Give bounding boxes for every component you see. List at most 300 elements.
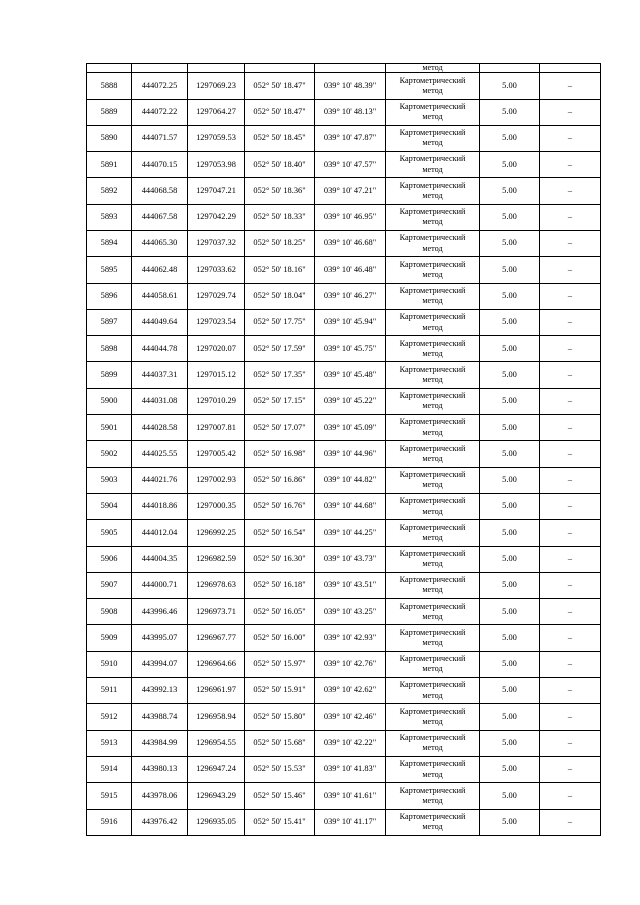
x-coordinate-cell: 443984.99 bbox=[132, 730, 188, 756]
accuracy-cell: 5.00 bbox=[480, 441, 540, 467]
y-coordinate-cell: 1297029.74 bbox=[188, 283, 245, 309]
y-coordinate-cell: 1297005.42 bbox=[188, 441, 245, 467]
latitude-cell: 052° 50' 18.40" bbox=[245, 152, 315, 178]
latitude-cell: 052° 50' 18.04" bbox=[245, 283, 315, 309]
latitude-cell: 052° 50' 15.80" bbox=[245, 704, 315, 730]
method-label-line-1: Картометрический bbox=[399, 180, 466, 190]
accuracy-cell: 5.00 bbox=[480, 493, 540, 519]
method-cell bbox=[386, 546, 480, 572]
note-cell: – bbox=[540, 546, 601, 572]
method-cell bbox=[386, 520, 480, 546]
longitude-cell: 039° 10' 46.95" bbox=[315, 204, 386, 230]
method-label-line-1: Картометрический bbox=[399, 733, 466, 743]
accuracy-cell: 5.00 bbox=[480, 415, 540, 441]
accuracy-cell: 5.00 bbox=[480, 230, 540, 256]
longitude-cell: 039° 10' 43.51" bbox=[315, 572, 386, 598]
method-label-line-2: метод bbox=[422, 585, 443, 595]
table-row bbox=[87, 651, 601, 677]
point-number-cell: 5907 bbox=[87, 572, 132, 598]
longitude-cell: 039° 10' 46.48" bbox=[315, 257, 386, 283]
note-cell: – bbox=[540, 783, 601, 809]
note-cell: – bbox=[540, 441, 601, 467]
x-coordinate-cell: 444044.78 bbox=[132, 336, 188, 362]
note-cell: – bbox=[540, 651, 601, 677]
note-cell: – bbox=[540, 730, 601, 756]
longitude-cell: 039° 10' 47.21" bbox=[315, 178, 386, 204]
method-label-line-1: Картометрический bbox=[399, 338, 466, 348]
method-label-line-2: метод bbox=[422, 138, 443, 148]
coordinates-table bbox=[86, 63, 601, 836]
accuracy-cell: 5.00 bbox=[480, 651, 540, 677]
accuracy-cell: 5.00 bbox=[480, 125, 540, 151]
point-number-cell: 5909 bbox=[87, 625, 132, 651]
latitude-cell: 052° 50' 18.45" bbox=[245, 125, 315, 151]
y-coordinate-cell: 1297023.54 bbox=[188, 309, 245, 335]
method-label-line-2: метод bbox=[422, 690, 443, 700]
longitude-cell: 039° 10' 44.68" bbox=[315, 493, 386, 519]
latitude-cell: 052° 50' 17.59" bbox=[245, 336, 315, 362]
x-coordinate-cell: 444067.58 bbox=[132, 204, 188, 230]
x-coordinate-cell: 444025.55 bbox=[132, 441, 188, 467]
x-coordinate-cell: 443978.06 bbox=[132, 783, 188, 809]
longitude-cell: 039° 10' 46.68" bbox=[315, 230, 386, 256]
method-label-line-1: Картометрический bbox=[399, 417, 466, 427]
method-cell bbox=[386, 415, 480, 441]
point-number-cell: 5900 bbox=[87, 388, 132, 414]
latitude-cell: 052° 50' 16.54" bbox=[245, 520, 315, 546]
x-coordinate-cell: 443994.07 bbox=[132, 651, 188, 677]
latitude-cell: 052° 50' 16.86" bbox=[245, 467, 315, 493]
longitude-cell: 039° 10' 48.13" bbox=[315, 99, 386, 125]
point-number-cell: 5906 bbox=[87, 546, 132, 572]
method-label-line-2: метод bbox=[422, 795, 443, 805]
method-label-line-2: метод bbox=[422, 401, 443, 411]
latitude-cell: 052° 50' 16.05" bbox=[245, 599, 315, 625]
method-label-line-1: Картометрический bbox=[399, 101, 466, 111]
point-number-cell: 5899 bbox=[87, 362, 132, 388]
point-number-cell: 5901 bbox=[87, 415, 132, 441]
x-coordinate-cell: 444072.22 bbox=[132, 99, 188, 125]
note-cell: – bbox=[540, 178, 601, 204]
table-row bbox=[87, 809, 601, 835]
longitude-cell: 039° 10' 46.27" bbox=[315, 283, 386, 309]
table-row bbox=[87, 546, 601, 572]
x-coordinate-cell: 444068.58 bbox=[132, 178, 188, 204]
x-coordinate-cell: 444058.61 bbox=[132, 283, 188, 309]
method-label-line-1: Картометрический bbox=[399, 575, 466, 585]
method-cell bbox=[386, 73, 480, 99]
point-number-cell: 5911 bbox=[87, 678, 132, 704]
method-label-line-1: Картометрический bbox=[399, 154, 466, 164]
method-cell bbox=[386, 152, 480, 178]
point-number-cell: 5894 bbox=[87, 230, 132, 256]
table-row bbox=[87, 756, 601, 782]
accuracy-cell: 5.00 bbox=[480, 99, 540, 125]
method-label-line-1: Картометрический bbox=[399, 391, 466, 401]
point-number-cell: 5908 bbox=[87, 599, 132, 625]
accuracy-cell: 5.00 bbox=[480, 809, 540, 835]
table-cell bbox=[188, 64, 245, 73]
latitude-cell: 052° 50' 18.47" bbox=[245, 99, 315, 125]
y-coordinate-cell: 1296982.59 bbox=[188, 546, 245, 572]
accuracy-cell: 5.00 bbox=[480, 362, 540, 388]
longitude-cell: 039° 10' 47.57" bbox=[315, 152, 386, 178]
x-coordinate-cell: 444049.64 bbox=[132, 309, 188, 335]
longitude-cell: 039° 10' 43.73" bbox=[315, 546, 386, 572]
y-coordinate-cell: 1296954.55 bbox=[188, 730, 245, 756]
longitude-cell: 039° 10' 45.48" bbox=[315, 362, 386, 388]
longitude-cell: 039° 10' 45.09" bbox=[315, 415, 386, 441]
method-cell bbox=[386, 704, 480, 730]
longitude-cell: 039° 10' 47.87" bbox=[315, 125, 386, 151]
table-row bbox=[87, 520, 601, 546]
method-label-line-1: Картометрический bbox=[399, 706, 466, 716]
method-label-line-1: Картометрический bbox=[399, 312, 466, 322]
table-cell bbox=[540, 64, 601, 73]
method-cell bbox=[386, 625, 480, 651]
latitude-cell: 052° 50' 18.16" bbox=[245, 257, 315, 283]
method-label-line-1: Картометрический bbox=[399, 785, 466, 795]
latitude-cell: 052° 50' 18.47" bbox=[245, 73, 315, 99]
y-coordinate-cell: 1296964.66 bbox=[188, 651, 245, 677]
note-cell: – bbox=[540, 572, 601, 598]
table-cell bbox=[245, 64, 315, 73]
method-label-line-1: Картометрический bbox=[399, 128, 466, 138]
latitude-cell: 052° 50' 17.35" bbox=[245, 362, 315, 388]
y-coordinate-cell: 1297059.53 bbox=[188, 125, 245, 151]
table-cell bbox=[315, 64, 386, 73]
method-label-line-1: Картометрический bbox=[399, 654, 466, 664]
method-label-line-2: метод bbox=[422, 191, 443, 201]
point-number-cell: 5888 bbox=[87, 73, 132, 99]
point-number-cell: 5890 bbox=[87, 125, 132, 151]
method-cell-continuation: метод bbox=[386, 64, 480, 73]
point-number-cell: 5914 bbox=[87, 756, 132, 782]
y-coordinate-cell: 1297020.07 bbox=[188, 336, 245, 362]
longitude-cell: 039° 10' 42.93" bbox=[315, 625, 386, 651]
method-label-line-1: Картометрический bbox=[399, 443, 466, 453]
method-cell bbox=[386, 441, 480, 467]
accuracy-cell: 5.00 bbox=[480, 467, 540, 493]
table-row bbox=[87, 125, 601, 151]
x-coordinate-cell: 443980.13 bbox=[132, 756, 188, 782]
accuracy-cell: 5.00 bbox=[480, 152, 540, 178]
accuracy-cell: 5.00 bbox=[480, 704, 540, 730]
method-label-line-1: Картометрический bbox=[399, 680, 466, 690]
y-coordinate-cell: 1296943.29 bbox=[188, 783, 245, 809]
accuracy-cell: 5.00 bbox=[480, 678, 540, 704]
y-coordinate-cell: 1296935.05 bbox=[188, 809, 245, 835]
method-cell bbox=[386, 283, 480, 309]
point-number-cell: 5895 bbox=[87, 257, 132, 283]
continuation-row bbox=[87, 64, 601, 73]
note-cell: – bbox=[540, 99, 601, 125]
table-row bbox=[87, 599, 601, 625]
accuracy-cell: 5.00 bbox=[480, 520, 540, 546]
latitude-cell: 052° 50' 15.46" bbox=[245, 783, 315, 809]
method-cell bbox=[386, 730, 480, 756]
point-number-cell: 5913 bbox=[87, 730, 132, 756]
method-label-line-2: метод bbox=[422, 716, 443, 726]
accuracy-cell: 5.00 bbox=[480, 783, 540, 809]
method-cell bbox=[386, 125, 480, 151]
y-coordinate-cell: 1296947.24 bbox=[188, 756, 245, 782]
latitude-cell: 052° 50' 15.53" bbox=[245, 756, 315, 782]
method-cell bbox=[386, 204, 480, 230]
x-coordinate-cell: 444012.04 bbox=[132, 520, 188, 546]
table-row bbox=[87, 467, 601, 493]
method-label-line-1: Картометрический bbox=[399, 601, 466, 611]
method-label-line-1: Картометрический bbox=[399, 496, 466, 506]
point-number-cell: 5902 bbox=[87, 441, 132, 467]
method-label-line-1: Картометрический bbox=[399, 548, 466, 558]
table-row bbox=[87, 783, 601, 809]
method-label-line-2: метод bbox=[422, 480, 443, 490]
latitude-cell: 052° 50' 16.18" bbox=[245, 572, 315, 598]
method-label-line-2: метод bbox=[422, 112, 443, 122]
table-row bbox=[87, 283, 601, 309]
note-cell: – bbox=[540, 493, 601, 519]
method-cell bbox=[386, 678, 480, 704]
method-label-line-2: метод bbox=[422, 506, 443, 516]
method-label-line-1: Картометрический bbox=[399, 233, 466, 243]
method-cell bbox=[386, 336, 480, 362]
table-row bbox=[87, 730, 601, 756]
method-cell bbox=[386, 99, 480, 125]
note-cell: – bbox=[540, 809, 601, 835]
method-label-line-2: метод bbox=[422, 85, 443, 95]
x-coordinate-cell: 444072.25 bbox=[132, 73, 188, 99]
note-cell: – bbox=[540, 230, 601, 256]
point-number-cell: 5905 bbox=[87, 520, 132, 546]
method-label-line-1: Картометрический bbox=[399, 364, 466, 374]
y-coordinate-cell: 1297000.35 bbox=[188, 493, 245, 519]
longitude-cell: 039° 10' 42.76" bbox=[315, 651, 386, 677]
accuracy-cell: 5.00 bbox=[480, 178, 540, 204]
note-cell: – bbox=[540, 125, 601, 151]
note-cell: – bbox=[540, 309, 601, 335]
y-coordinate-cell: 1297007.81 bbox=[188, 415, 245, 441]
method-cell bbox=[386, 599, 480, 625]
latitude-cell: 052° 50' 17.15" bbox=[245, 388, 315, 414]
point-number-cell: 5891 bbox=[87, 152, 132, 178]
x-coordinate-cell: 444070.15 bbox=[132, 152, 188, 178]
accuracy-cell: 5.00 bbox=[480, 756, 540, 782]
note-cell: – bbox=[540, 152, 601, 178]
method-label-line-1: Картометрический bbox=[399, 207, 466, 217]
y-coordinate-cell: 1296961.97 bbox=[188, 678, 245, 704]
table-row bbox=[87, 362, 601, 388]
note-cell: – bbox=[540, 362, 601, 388]
method-cell bbox=[386, 178, 480, 204]
table-cell bbox=[132, 64, 188, 73]
method-label-line-2: метод bbox=[422, 611, 443, 621]
point-number-cell: 5892 bbox=[87, 178, 132, 204]
y-coordinate-cell: 1297042.29 bbox=[188, 204, 245, 230]
method-label-line-2: метод bbox=[422, 532, 443, 542]
accuracy-cell: 5.00 bbox=[480, 388, 540, 414]
latitude-cell: 052° 50' 17.75" bbox=[245, 309, 315, 335]
point-number-cell: 5897 bbox=[87, 309, 132, 335]
y-coordinate-cell: 1297015.12 bbox=[188, 362, 245, 388]
method-label-line-1: Картометрический bbox=[399, 811, 466, 821]
note-cell: – bbox=[540, 678, 601, 704]
longitude-cell: 039° 10' 41.17" bbox=[315, 809, 386, 835]
y-coordinate-cell: 1296958.94 bbox=[188, 704, 245, 730]
longitude-cell: 039° 10' 44.82" bbox=[315, 467, 386, 493]
method-cell bbox=[386, 493, 480, 519]
latitude-cell: 052° 50' 16.00" bbox=[245, 625, 315, 651]
x-coordinate-cell: 444071.57 bbox=[132, 125, 188, 151]
table-row bbox=[87, 257, 601, 283]
note-cell: – bbox=[540, 704, 601, 730]
method-cell bbox=[386, 756, 480, 782]
point-number-cell: 5915 bbox=[87, 783, 132, 809]
longitude-cell: 039° 10' 44.25" bbox=[315, 520, 386, 546]
longitude-cell: 039° 10' 45.75" bbox=[315, 336, 386, 362]
note-cell: – bbox=[540, 599, 601, 625]
note-cell: – bbox=[540, 204, 601, 230]
method-label-line-2: метод bbox=[422, 664, 443, 674]
y-coordinate-cell: 1297033.62 bbox=[188, 257, 245, 283]
note-cell: – bbox=[540, 73, 601, 99]
method-cell bbox=[386, 257, 480, 283]
method-cell bbox=[386, 309, 480, 335]
latitude-cell: 052° 50' 15.91" bbox=[245, 678, 315, 704]
x-coordinate-cell: 443996.46 bbox=[132, 599, 188, 625]
longitude-cell: 039° 10' 45.22" bbox=[315, 388, 386, 414]
table-row bbox=[87, 415, 601, 441]
y-coordinate-cell: 1297053.98 bbox=[188, 152, 245, 178]
table-row bbox=[87, 99, 601, 125]
method-label-line-2: метод bbox=[422, 269, 443, 279]
method-cell bbox=[386, 467, 480, 493]
x-coordinate-cell: 444065.30 bbox=[132, 230, 188, 256]
method-label-line-2: метод bbox=[422, 638, 443, 648]
table-cell bbox=[480, 64, 540, 73]
y-coordinate-cell: 1296967.77 bbox=[188, 625, 245, 651]
x-coordinate-cell: 443992.13 bbox=[132, 678, 188, 704]
longitude-cell: 039° 10' 42.62" bbox=[315, 678, 386, 704]
method-cell bbox=[386, 230, 480, 256]
x-coordinate-cell: 443976.42 bbox=[132, 809, 188, 835]
method-label-line-2: метод bbox=[422, 375, 443, 385]
method-label-line-2: метод bbox=[422, 296, 443, 306]
accuracy-cell: 5.00 bbox=[480, 73, 540, 99]
method-label-line-2: метод bbox=[422, 822, 443, 832]
longitude-cell: 039° 10' 45.94" bbox=[315, 309, 386, 335]
latitude-cell: 052° 50' 16.30" bbox=[245, 546, 315, 572]
table-row bbox=[87, 493, 601, 519]
y-coordinate-cell: 1297069.23 bbox=[188, 73, 245, 99]
method-label-line-2: метод bbox=[422, 769, 443, 779]
table-row bbox=[87, 678, 601, 704]
latitude-cell: 052° 50' 16.98" bbox=[245, 441, 315, 467]
table-row bbox=[87, 572, 601, 598]
table-cell bbox=[87, 64, 132, 73]
method-cell bbox=[386, 783, 480, 809]
method-label-line-2: метод bbox=[422, 348, 443, 358]
method-label-line-2: метод bbox=[422, 454, 443, 463]
y-coordinate-cell: 1297064.27 bbox=[188, 99, 245, 125]
method-label-line-2: метод bbox=[422, 743, 443, 753]
accuracy-cell: 5.00 bbox=[480, 599, 540, 625]
longitude-cell: 039° 10' 41.61" bbox=[315, 783, 386, 809]
point-number-cell: 5893 bbox=[87, 204, 132, 230]
longitude-cell: 039° 10' 42.22" bbox=[315, 730, 386, 756]
x-coordinate-cell: 444000.71 bbox=[132, 572, 188, 598]
accuracy-cell: 5.00 bbox=[480, 283, 540, 309]
latitude-cell: 052° 50' 18.33" bbox=[245, 204, 315, 230]
method-label-line-2: метод bbox=[422, 217, 443, 227]
latitude-cell: 052° 50' 18.25" bbox=[245, 230, 315, 256]
note-cell: – bbox=[540, 756, 601, 782]
x-coordinate-cell: 443995.07 bbox=[132, 625, 188, 651]
accuracy-cell: 5.00 bbox=[480, 572, 540, 598]
x-coordinate-cell: 443988.74 bbox=[132, 704, 188, 730]
method-label-line-1: Картометрический bbox=[399, 470, 466, 480]
method-label-line-2: метод bbox=[422, 243, 443, 253]
method-label-line-1: Картометрический bbox=[399, 627, 466, 637]
point-number-cell: 5904 bbox=[87, 493, 132, 519]
table-row bbox=[87, 178, 601, 204]
x-coordinate-cell: 444028.58 bbox=[132, 415, 188, 441]
y-coordinate-cell: 1296992.25 bbox=[188, 520, 245, 546]
latitude-cell: 052° 50' 15.97" bbox=[245, 651, 315, 677]
method-label-line-2: метод bbox=[422, 559, 443, 569]
longitude-cell: 039° 10' 42.46" bbox=[315, 704, 386, 730]
method-label-line-2: метод bbox=[422, 427, 443, 437]
method-label-line-1: Картометрический bbox=[399, 522, 466, 532]
point-number-cell: 5898 bbox=[87, 336, 132, 362]
accuracy-cell: 5.00 bbox=[480, 257, 540, 283]
table-row bbox=[87, 441, 601, 467]
longitude-cell: 039° 10' 48.39" bbox=[315, 73, 386, 99]
note-cell: – bbox=[540, 415, 601, 441]
point-number-cell: 5916 bbox=[87, 809, 132, 835]
x-coordinate-cell: 444018.86 bbox=[132, 493, 188, 519]
table-row bbox=[87, 388, 601, 414]
method-cell bbox=[386, 651, 480, 677]
method-label-line-1: Картометрический bbox=[399, 75, 466, 85]
x-coordinate-cell: 444021.76 bbox=[132, 467, 188, 493]
table-row bbox=[87, 309, 601, 335]
note-cell: – bbox=[540, 388, 601, 414]
method-cell bbox=[386, 809, 480, 835]
note-cell: – bbox=[540, 467, 601, 493]
latitude-cell: 052° 50' 15.68" bbox=[245, 730, 315, 756]
point-number-cell: 5910 bbox=[87, 651, 132, 677]
latitude-cell: 052° 50' 18.36" bbox=[245, 178, 315, 204]
point-number-cell: 5912 bbox=[87, 704, 132, 730]
accuracy-cell: 5.00 bbox=[480, 309, 540, 335]
table-row bbox=[87, 625, 601, 651]
point-number-cell: 5896 bbox=[87, 283, 132, 309]
accuracy-cell: 5.00 bbox=[480, 546, 540, 572]
method-label-line-1: Картометрический bbox=[399, 759, 466, 769]
note-cell: – bbox=[540, 257, 601, 283]
y-coordinate-cell: 1296978.63 bbox=[188, 572, 245, 598]
y-coordinate-cell: 1297002.93 bbox=[188, 467, 245, 493]
accuracy-cell: 5.00 bbox=[480, 336, 540, 362]
point-number-cell: 5889 bbox=[87, 99, 132, 125]
y-coordinate-cell: 1297010.29 bbox=[188, 388, 245, 414]
method-label-line-1: Картометрический bbox=[399, 285, 466, 295]
longitude-cell: 039° 10' 41.83" bbox=[315, 756, 386, 782]
x-coordinate-cell: 444037.31 bbox=[132, 362, 188, 388]
y-coordinate-cell: 1297037.32 bbox=[188, 230, 245, 256]
method-label-line-1: Картометрический bbox=[399, 259, 466, 269]
